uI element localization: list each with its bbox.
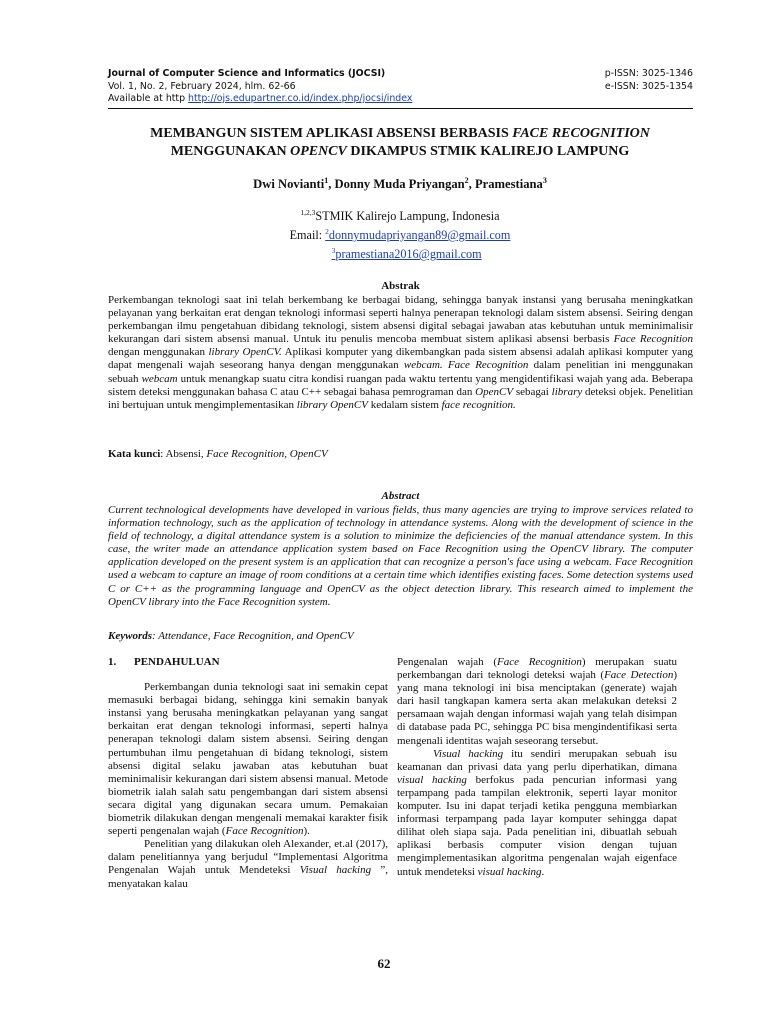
- page-number: 62: [377, 956, 391, 971]
- abstrak-t6: sebagai: [513, 385, 552, 398]
- paragraph-2: [108, 838, 388, 890]
- p2-b: ”, menyatakan kalau: [108, 864, 388, 890]
- r1-i1: Face Recognition: [497, 656, 582, 668]
- email-2-sup: 3: [331, 246, 336, 256]
- author-2: , Donny Muda Priyangan: [328, 177, 465, 192]
- abstrak-i7: library OpenCV: [296, 398, 368, 411]
- r2-a: itu sendiri merupakan sebuah isu keamanan dan privasi data yang perlu diperhatikan, dimana: [397, 747, 677, 773]
- affiliation: [90, 205, 710, 262]
- email-1: donnymudapriyangan89@gmail.com: [328, 228, 511, 243]
- header-divider: [108, 108, 693, 109]
- section-title: PENDAHULUAN: [134, 656, 220, 668]
- abstrak-body: [108, 294, 693, 412]
- email-link-1[interactable]: [325, 228, 510, 242]
- abstrak-t4: dalam penelitian ini menggunakan sebuah: [108, 359, 693, 385]
- abstrak-heading: Abstrak: [381, 280, 420, 292]
- keywords: [108, 630, 693, 643]
- r2-i3: visual hacking: [477, 865, 542, 878]
- abstrak-t1: Perkembangan teknologi saat ini telah berkembang ke berbagai bidang, sehingga banyak instansi yang berusaha meningkatkan pelayanan yang berkaitan erat dengan teknologi informasi seperti halnya penerapan teknologi dalam sistem absensi. Seiring dengan perkembangan ilmu pengetahuan dibidang teknologi, sistem absensi digital sebagai jawaban atas kebutuhan untuk meminimalisir kekurangan dari sistem absensi manual. Untuk itu penulis mencoba membuat sistem aplikasi absensi berbasis: [108, 294, 693, 346]
- p2-a: Penelitian yang dilakukan oleh Alexander, et.al (2017), dalam penelitiannya yang berjudul “Implementasi Algoritma Pengenalan Wajah untuk Mendeteksi: [108, 838, 388, 877]
- keywords-text: : Attendance, Face Recognition, and OpenCV: [152, 630, 354, 642]
- email-block: [290, 224, 511, 262]
- title-line2-text: MENGGUNAKAN: [170, 144, 291, 159]
- abstrak-i5: OpenCV: [475, 385, 514, 398]
- abstrak-t2: dengan menggunakan: [108, 346, 209, 359]
- section-heading: [108, 656, 388, 669]
- abstrak-i6: library: [551, 385, 583, 398]
- abstrak-i4: webcam: [141, 372, 178, 385]
- abstrak-i3: webcam. Face Recognition: [403, 359, 529, 372]
- p1-i: Face Recognition: [225, 825, 304, 838]
- kata-kunci-a: : Absensi,: [160, 448, 207, 460]
- abstrak-t8: kedalam sistem: [368, 398, 442, 411]
- email-1-sup: 2: [325, 227, 329, 237]
- journal-header: [108, 68, 693, 106]
- column-left: [108, 656, 388, 891]
- r1-i2: Face Detection: [604, 669, 674, 682]
- eissn: e-ISSN: 3025-1354: [604, 80, 693, 92]
- email-2: pramestiana2016@gmail.com: [335, 247, 482, 262]
- abstrak-i8: face recognition.: [441, 398, 516, 411]
- availability-prefix: Available at http: [108, 93, 189, 104]
- abstrak-t5: untuk menangkap suatu citra kondisi ruangan pada waktu tertentu yang mengidentifikasi wajah yang ada. Beberapa sistem deteksi menggunakan bahasa C atau C++ sebagai bahasa pemrograman dan: [108, 372, 694, 398]
- r2-i1: Visual hacking: [433, 747, 504, 760]
- r2-b: berfokus pada pencurian informasi yang terpampang pada tampilan elektronik, seperti layar monitor komputer. Isu ini dapat terjadi ketika pengguna membiarkan informasi terpampang pada layar komputer sehingga dapat dilihat oleh siapa saja. Pada penelitian ini, dibuatlah sebuah aplikasi berbasis computer vision dengan tujuan mengimplementasikan algoritma pengenalan wajah eigenface untuk mendeteksi: [397, 773, 677, 878]
- availability: [108, 93, 412, 106]
- p1-a: Perkembangan dunia teknologi saat ini semakin cepat memasuki berbagai bidang, sehingga kini semakin banyak instansi yang berusaha meningkatkan pelayanan yang sangat berkaitan erat dengan teknologi informasi, seperti halnya penerapan teknologi dalam sistem absensi. Seiring dengan pertumbuhan ilmu pengetahuan di bidang teknologi, sistem absensi digital selaku jawaban atas kebutuhan buat meminimalisir kekurangan dari sistem absensi manual. Metode biometrik ialah salah satu pengembangan dari sistem absensi secara digital yang digunakan secara umum. Pemakaian biometrik dilakukan dengan mengenali memakai karakter fisik seperti pengenalan wajah (: [108, 681, 388, 838]
- author-1: Dwi Novianti: [253, 177, 325, 192]
- abstrak-t7: deteksi objek. Penelitian ini bertujuan untuk mengimplementasikan: [108, 385, 694, 411]
- column-right: [397, 656, 677, 879]
- title-line2-rest: DIKAMPUS STMIK KALIREJO LAMPUNG: [346, 144, 630, 159]
- paragraph-3: [397, 656, 677, 748]
- abstract-body: Current technological developments have developed in various fields, thus many agencies are trying to improve services related to information technology, such as the application of technology in attendance systems. Along with the development of science in the field of technology, a digital attendance system is a solution to minimize the deficiencies of the manual attendance system. In this case, the writer made an attendance application system based on Face Recognition using the OpenCV library. The computer application developed on the present system is an application that can recognize a person's face using a webcam. Face Recognition used a webcam to capture an image of room conditions at a certain time which identifies existing faces. Some detection systems used C or C++ as the programming language and OpenCV as the object detection library. This research aimed to implement the OpenCV library into the Face Recognition system.: [108, 504, 693, 608]
- p1-b: ).: [303, 825, 310, 838]
- volume-info: Vol. 1, No. 2, February 2024, hlm. 62-66: [108, 80, 296, 92]
- r1-c: ) yang mana teknologi ini bisa menciptakan (generate) wajah dari hasil tangkapan kamera serta akan melakukan deteksi 2 persamaan wajah dengan informasi wajah yang telah disimpan di database pada PC, sehingga PC bisa mengindentifikasi serta mengenali identitas wajah seseorang tersebut.: [397, 669, 677, 747]
- abstrak-i2: library OpenCV.: [208, 346, 282, 359]
- title-line2-italic: OPENCV: [290, 144, 347, 159]
- pissn: p-ISSN: 3025-1346: [604, 68, 693, 79]
- r2-c: .: [541, 865, 545, 878]
- p2-i: Visual hacking: [299, 864, 372, 877]
- paragraph-4: [397, 748, 677, 879]
- abstrak-t3: Aplikasi komputer yang dikembangkan pada sistem absensi adalah aplikasi komputer yang dapat mengenali wajah seseorang hanya dengan menggunakan: [108, 346, 693, 372]
- r2-i2: visual hacking: [397, 773, 467, 786]
- title-line1-text: MEMBANGUN SISTEM APLIKASI ABSENSI BERBASIS: [150, 126, 513, 141]
- affiliation-name: STMIK Kalirejo Lampung, Indonesia: [315, 209, 500, 224]
- journal-title: Journal of Computer Science and Informatics (JOCSI): [108, 68, 386, 79]
- paper-title: [90, 125, 710, 161]
- journal-url-link[interactable]: http://ojs.edupartner.co.id/index.php/jocsi/index: [188, 93, 413, 104]
- author-3: , Pramestiana: [468, 177, 543, 192]
- author-2-sup: 2: [464, 176, 469, 185]
- author-1-sup: 1: [324, 176, 329, 185]
- author-list: [90, 176, 710, 192]
- affiliation-sup: 1,2,3: [300, 208, 316, 217]
- kata-kunci: [108, 448, 693, 461]
- r1-b: ) merupakan suatu perkembangan dari teknologi deteksi wajah (: [397, 656, 678, 682]
- paragraph-1: [108, 681, 388, 838]
- kata-kunci-b: Face Recognition, OpenCV: [206, 448, 328, 460]
- keywords-label: Keywords: [108, 630, 152, 642]
- title-line1-italic: FACE RECOGNITION: [512, 126, 650, 141]
- email-label: Email:: [289, 228, 326, 243]
- kata-kunci-label: Kata kunci: [108, 448, 161, 460]
- r1-a: Pengenalan wajah (: [397, 656, 498, 668]
- abstrak-i1: Face Recognition: [613, 333, 693, 346]
- author-3-sup: 3: [542, 176, 547, 185]
- section-number: 1.: [108, 656, 117, 668]
- abstract-heading: Abstract: [381, 490, 420, 502]
- email-link-2[interactable]: [332, 247, 482, 261]
